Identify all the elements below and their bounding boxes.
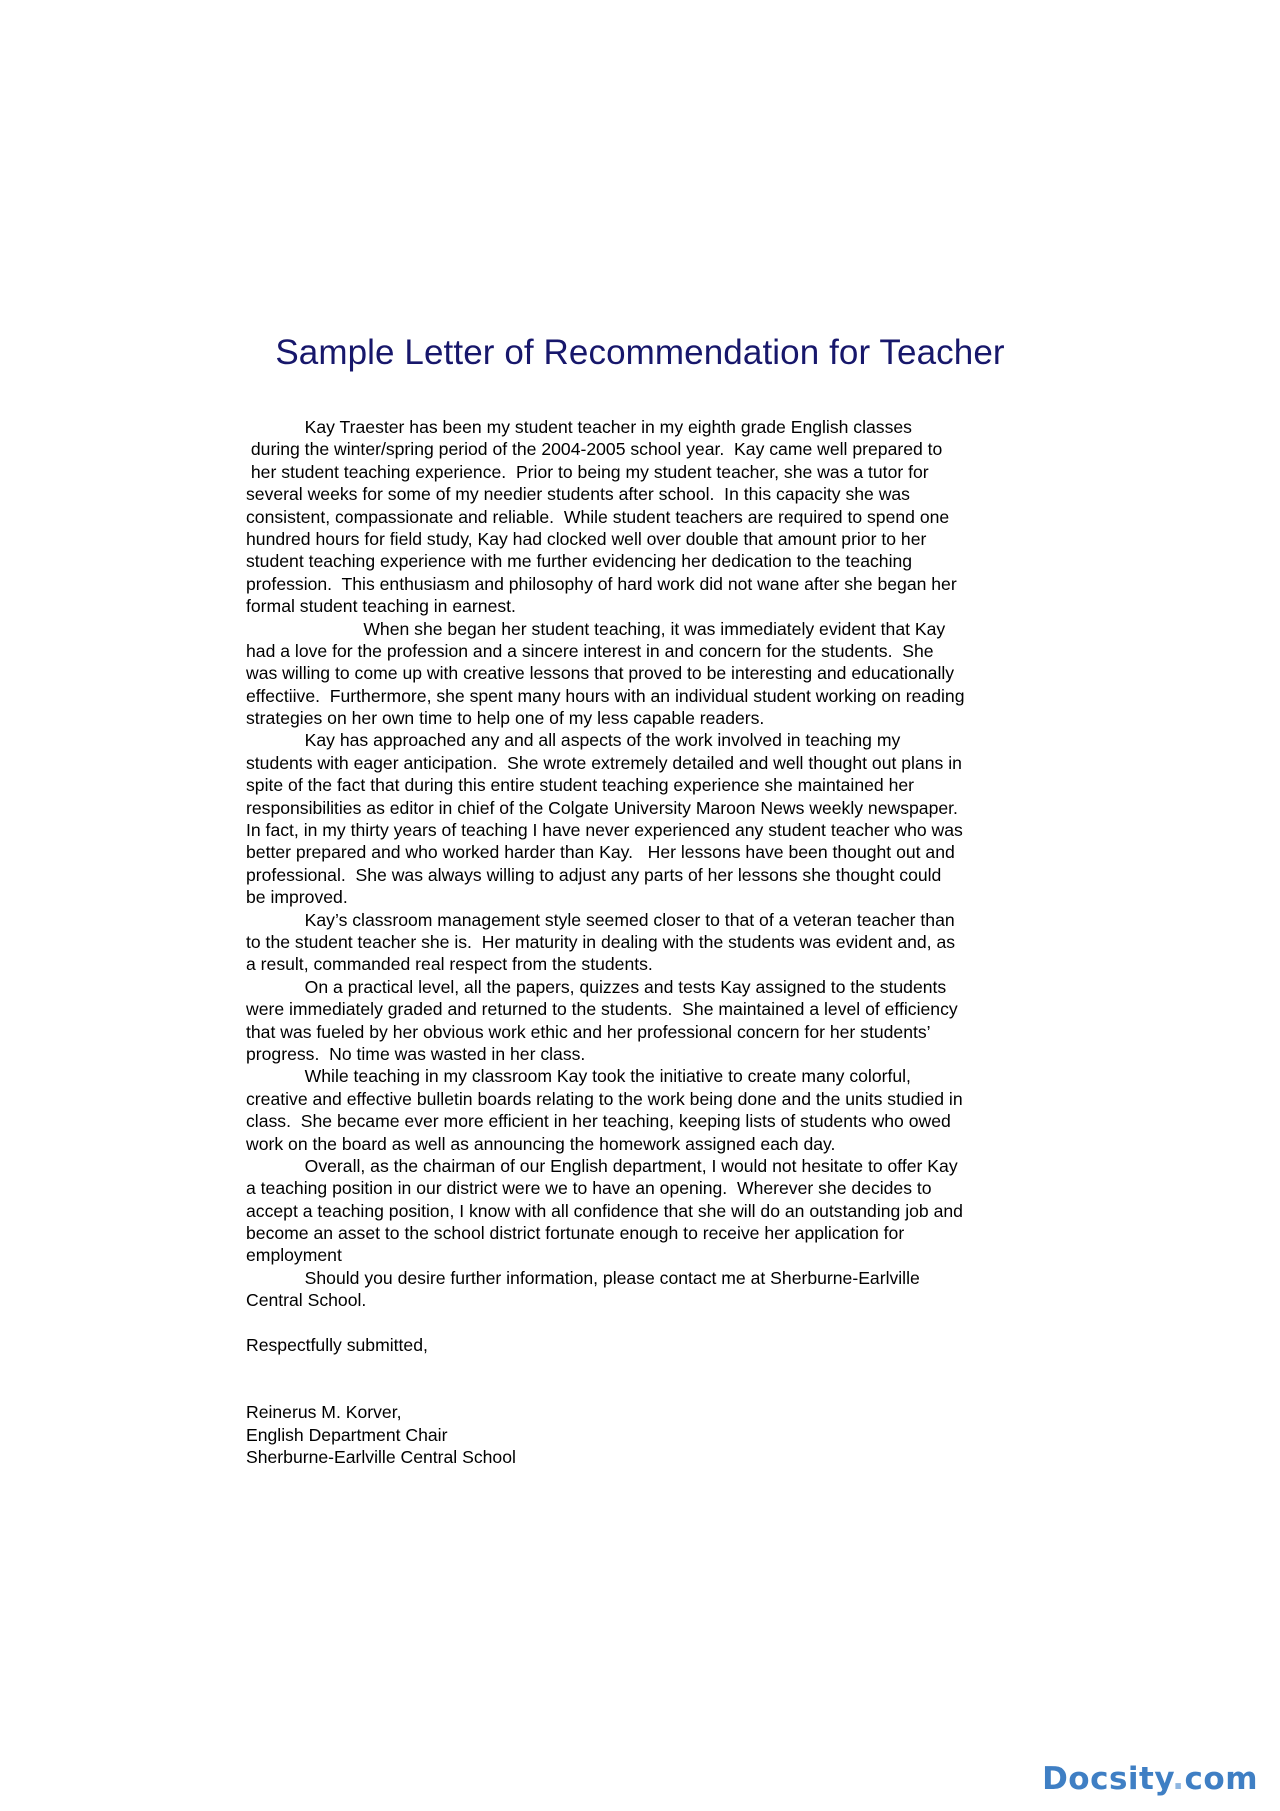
body-line: that was fueled by her obvious work ethic and her professional concern for her students’ [246, 1021, 931, 1042]
body-line: While teaching in my classroom Kay took the initiative to create many colorful, [246, 1066, 911, 1087]
body-line: Should you desire further information, please contact me at Sherburne-Earlville [246, 1267, 920, 1288]
body-line: Kay has approached any and all aspects of the work involved in teaching my [246, 730, 901, 751]
body-line: responsibilities as editor in chief of the Colgate University Maroon News weekly newspaper. [246, 797, 958, 818]
body-line: become an asset to the school district fortunate enough to receive her application for [246, 1223, 905, 1244]
body-line: accept a teaching position, I know with all confidence that she will do an outstanding job and [246, 1200, 963, 1221]
spacer [246, 1312, 1046, 1334]
watermark-brand: Docsity [1042, 1761, 1173, 1797]
body-line: When she began her student teaching, it was immediately evident that Kay [246, 618, 946, 639]
body-line: profession. This enthusiasm and philosophy of hard work did not wane after she began her [246, 573, 957, 594]
body-line: to the student teacher she is. Her maturity in dealing with the students was evident and, as [246, 931, 956, 952]
body-line: formal student teaching in earnest. [246, 596, 516, 617]
body-line: was willing to come up with creative lessons that proved to be interesting and educationally [246, 663, 955, 684]
letter-title: Sample Letter of Recommendation for Teacher [275, 333, 1005, 372]
body-line: professional. She was always willing to adjust any parts of her lessons she thought could [246, 864, 942, 885]
body-line: work on the board as well as announcing the homework assigned each day. [246, 1133, 836, 1154]
body-line: On a practical level, all the papers, quizzes and tests Kay assigned to the students [246, 976, 947, 997]
spacer [246, 1356, 1046, 1378]
body-line: student teaching experience with me further evidencing her dedication to the teaching [246, 551, 913, 572]
body-line: had a love for the profession and a sincere interest in and concern for the students. She [246, 640, 934, 661]
spacer [246, 1379, 1046, 1401]
closing: Respectfully submitted, [246, 1335, 428, 1356]
body-line: during the winter/spring period of the 2004-2005 school year. Kay came well prepared to [246, 439, 943, 460]
body-line: strategies on her own time to help one of my less capable readers. [246, 708, 765, 729]
body-line: Kay’s classroom management style seemed closer to that of a veteran teacher than [246, 909, 955, 930]
watermark-dot: . [1172, 1761, 1185, 1797]
body-line: class. She became ever more efficient in her teaching, keeping lists of students who owed [246, 1111, 951, 1132]
body-line: be improved. [246, 887, 348, 908]
signature-position: English Department Chair [246, 1424, 448, 1445]
body-line: creative and effective bulletin boards relating to the work being done and the units studied in [246, 1088, 963, 1109]
watermark-tld: com [1184, 1761, 1258, 1797]
body-line: hundred hours for field study, Kay had clocked well over double that amount prior to her [246, 528, 927, 549]
body-line: Overall, as the chairman of our English department, I would not hesitate to offer Kay [246, 1155, 958, 1176]
body-line: progress. No time was wasted in her class. [246, 1043, 586, 1064]
letter-body [246, 416, 1046, 1468]
body-line: her student teaching experience. Prior to being my student teacher, she was a tutor for [246, 461, 929, 482]
body-line: spite of the fact that during this entire student teaching experience she maintained her [246, 775, 915, 796]
body-line: employment [246, 1245, 342, 1266]
body-line: In fact, in my thirty years of teaching I have never experienced any student teacher who was [246, 820, 963, 841]
body-line: several weeks for some of my needier students after school. In this capacity she was [246, 484, 910, 505]
body-line: Kay Traester has been my student teacher in my eighth grade English classes [246, 417, 912, 437]
signature-name: Reinerus M. Korver, [246, 1402, 402, 1423]
body-line: consistent, compassionate and reliable. While student teachers are required to spend one [246, 506, 950, 527]
body-line: students with eager anticipation. She wrote extremely detailed and well thought out plans in [246, 752, 962, 773]
docsity-watermark[interactable] [1042, 1761, 1258, 1797]
body-line: were immediately graded and returned to the students. She maintained a level of efficiency [246, 999, 958, 1020]
signature-school: Sherburne-Earlville Central School [246, 1446, 516, 1467]
body-line: better prepared and who worked harder than Kay. Her lessons have been thought out and [246, 842, 955, 863]
body-line: effectiive. Furthermore, she spent many hours with an individual student working on reading [246, 685, 965, 706]
body-line: a teaching position in our district were we to have an opening. Wherever she decides to [246, 1178, 932, 1199]
body-line: Central School. [246, 1290, 367, 1311]
body-line: a result, commanded real respect from the students. [246, 954, 653, 975]
